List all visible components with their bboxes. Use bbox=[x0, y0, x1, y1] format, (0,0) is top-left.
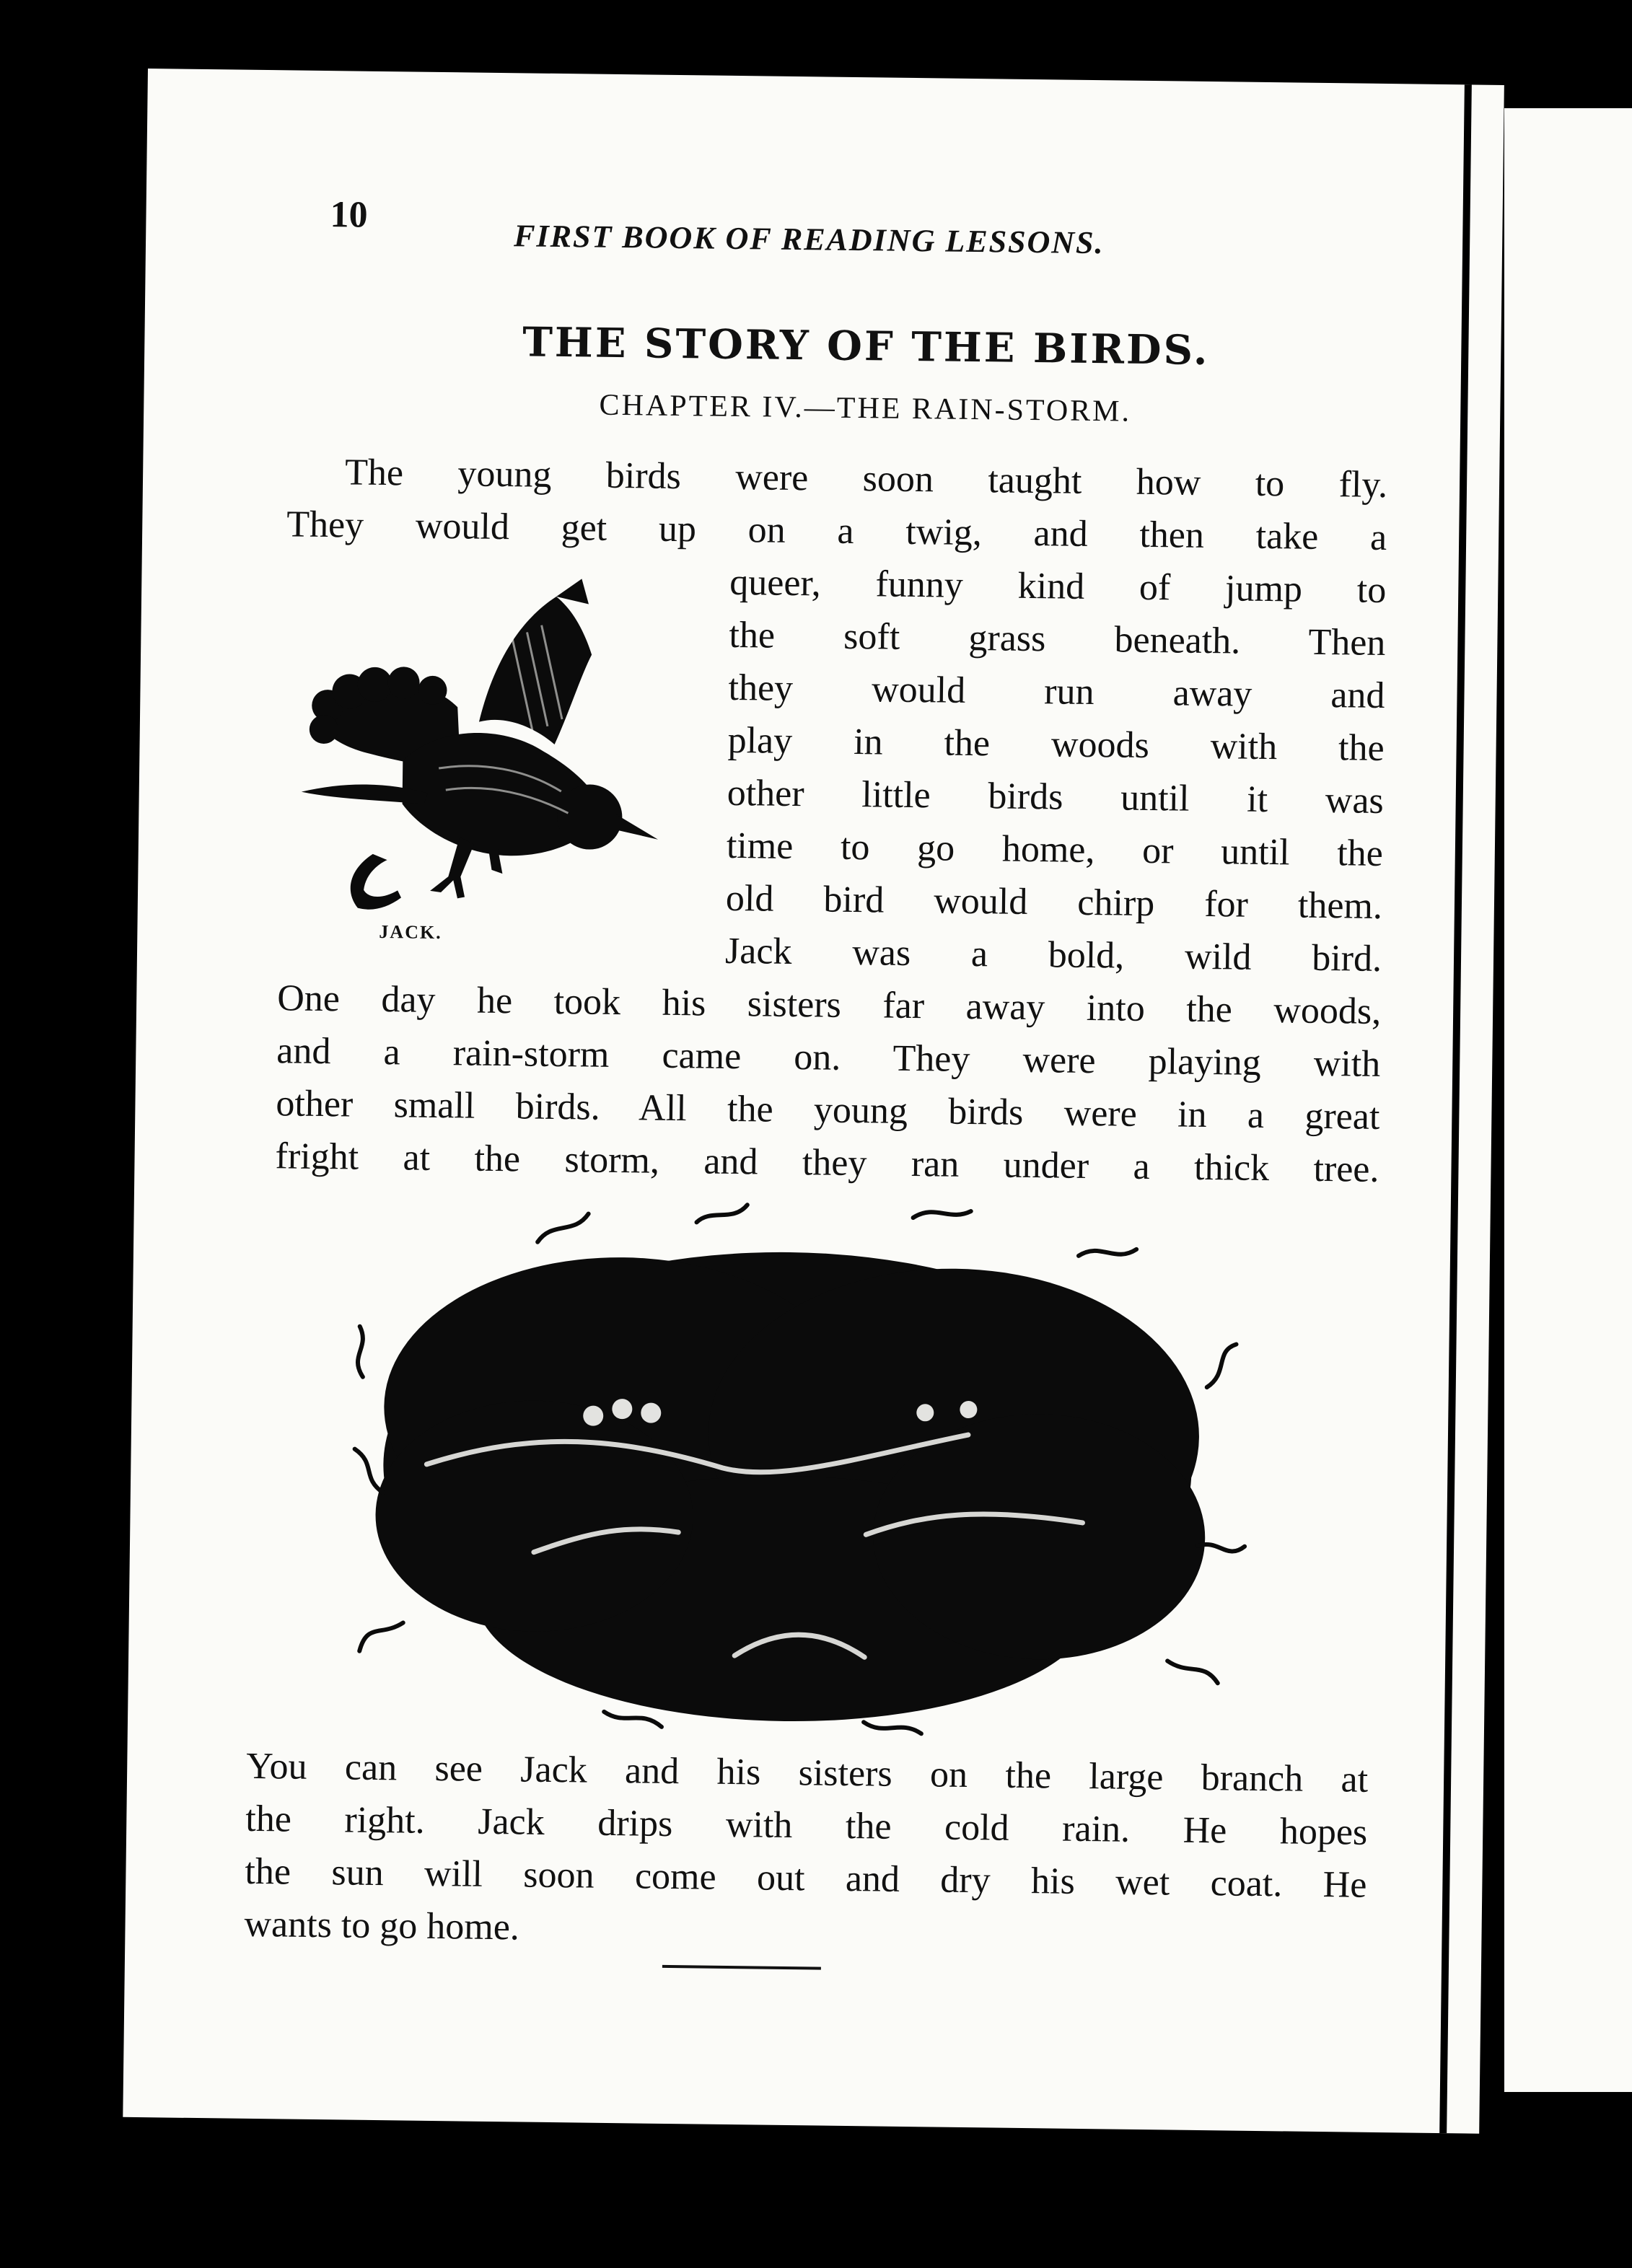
running-head: FIRST BOOK OF READING LESSONS. bbox=[513, 218, 1105, 261]
text-line: the soft grass beneath. Then bbox=[729, 614, 1386, 664]
text-line: queer, funny kind of jump to bbox=[729, 561, 1387, 612]
page-gutter bbox=[1439, 84, 1472, 2133]
paragraph-1-wrapped-lines bbox=[725, 556, 1387, 985]
paragraph-2 bbox=[244, 1740, 1368, 1964]
paragraph-1-tail-lines bbox=[275, 972, 1381, 1196]
text-line: and a rain-storm came on. They were playing with bbox=[276, 1030, 1381, 1085]
text-line: they would run away and bbox=[728, 667, 1385, 717]
text-line: time to go home, or until the bbox=[726, 825, 1384, 874]
paragraph-1-full-lines bbox=[286, 445, 1388, 564]
text-line: The young birds were soon taught how to fly. bbox=[344, 452, 1388, 506]
text-line: wants to go home. bbox=[244, 1903, 520, 1948]
text-line: other little birds until it was bbox=[727, 772, 1385, 822]
figure-caption: JACK. bbox=[379, 921, 442, 944]
page-number: 10 bbox=[330, 194, 368, 236]
text-line: old bird would chirp for them. bbox=[725, 877, 1383, 927]
text-line: You can see Jack and his sisters on the large branch at bbox=[245, 1745, 1369, 1801]
story-title: THE STORY OF THE BIRDS. bbox=[522, 318, 1210, 375]
chapter-title: CHAPTER IV.—THE RAIN-STORM. bbox=[599, 388, 1132, 428]
bird-illustration bbox=[292, 550, 701, 959]
text-line: They would get up on a twig, and then take a bbox=[286, 504, 1387, 559]
text-line: One day he took his sisters far away into the woods, bbox=[276, 977, 1382, 1032]
book-page bbox=[123, 69, 1504, 2134]
section-end-rule bbox=[662, 1965, 821, 1970]
text-line: the right. Jack drips with the cold rain. He hopes bbox=[245, 1798, 1368, 1853]
text-line: play in the woods with the bbox=[727, 719, 1385, 770]
next-page-edge bbox=[1504, 108, 1632, 2092]
tree-with-birds-illustration bbox=[315, 1189, 1260, 1749]
text-line: Jack was a bold, wild bird. bbox=[724, 930, 1382, 980]
text-line: other small birds. All the young birds were in a great bbox=[276, 1083, 1380, 1138]
text-line: the sun will soon come out and dry his wet coat. He bbox=[245, 1850, 1367, 1906]
text-line: fright at the storm, and they ran under a thick tree. bbox=[275, 1135, 1379, 1190]
